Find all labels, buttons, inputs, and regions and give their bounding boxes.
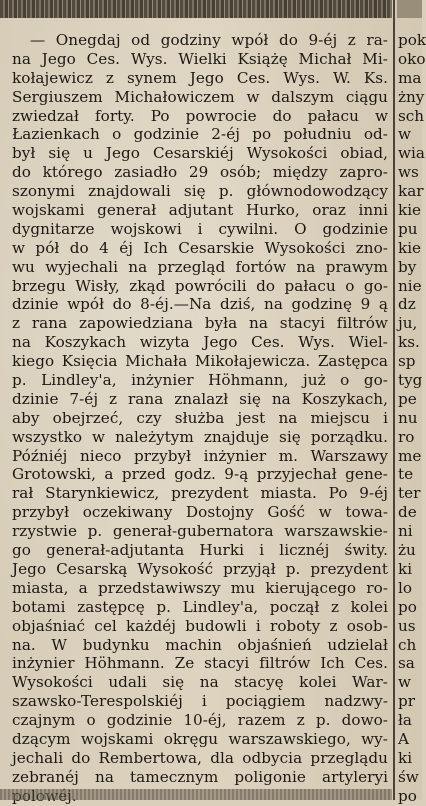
side-column-text-fragment: de xyxy=(398,503,417,522)
top-rule-right-segment xyxy=(397,0,422,18)
article-line: aby obejrzeć, czy służba jest na miejscu i xyxy=(12,408,388,427)
side-column-text-fragment: w xyxy=(398,673,411,692)
side-column-text-fragment: ch xyxy=(398,635,417,654)
side-column-text-fragment: us xyxy=(398,616,416,635)
article-line: jechali do Rembertowa, dla odbycia przeglądu xyxy=(12,748,388,767)
side-column-text-fragment: ju, xyxy=(398,314,418,333)
article-line: na. W budynku machin objaśnień udzielał xyxy=(12,635,388,654)
side-column-text-fragment: ter xyxy=(398,484,421,503)
article-line: przybył oczekiwany Dostojny Gość w towa- xyxy=(12,503,388,522)
article-line: z rana zapowiedziana była na stacyi filtrów xyxy=(12,314,388,333)
article-line: zebranéj na tamecznym poligonie artyleryi xyxy=(12,767,388,786)
article-line: w pół do 4 éj Ich Cesarskie Wysokości zno- xyxy=(12,238,388,257)
article-line: szonymi znajdowali się p. głównodowodzący xyxy=(12,182,388,201)
article-line: dzinie 7-éj z rana znalazł się na Koszykach, xyxy=(12,389,388,408)
side-column-text-fragment: ro xyxy=(398,427,415,446)
side-column-text-fragment: ni xyxy=(398,522,413,541)
side-column-text-fragment: te xyxy=(398,465,414,484)
article-line: — Onegdaj od godziny wpół do 9-éj z ra- xyxy=(30,31,388,49)
side-column-text-fragment: w xyxy=(398,125,411,144)
article-line: zwiedzał forty. Po powrocie do pałacu w xyxy=(12,106,388,125)
side-column-text-fragment: ks. xyxy=(398,333,420,352)
article-line: na Koszykach wizyta Jego Ces. Wys. Wiel- xyxy=(12,333,388,352)
side-column-text-fragment: dz xyxy=(398,295,416,314)
side-column-text-fragment: sp xyxy=(398,352,416,371)
article-line: p. Lindley'a, inżynier Höhmann, już o go- xyxy=(12,371,388,390)
news-article xyxy=(12,31,388,806)
side-column-text-fragment: pok xyxy=(398,31,426,49)
article-line: go generał-adjutanta Hurki i licznéj świty. xyxy=(12,541,388,560)
side-column-text-fragment: kar xyxy=(398,182,424,201)
side-column-text-fragment: sa xyxy=(398,654,415,673)
article-line: wojskami generał adjutant Hurko, oraz inni xyxy=(12,201,388,220)
side-column-text-fragment: sch xyxy=(398,106,425,125)
top-decorative-rule xyxy=(0,0,392,18)
side-column-text-fragment: żu xyxy=(398,541,416,560)
side-column-text-fragment: żny xyxy=(398,87,425,106)
article-line: kołajewicz z synem Jego Ces. Wys. W. Ks. xyxy=(12,68,388,87)
article-line: dzącym wojskami okręgu warszawskiego, wy- xyxy=(12,729,388,748)
side-column-text-fragment: kie xyxy=(398,238,422,257)
side-column-text-fragment: ws xyxy=(398,163,419,182)
article-line: kiego Księcia Michała Mikołajewicza. Zastępca xyxy=(12,352,388,371)
article-line: dzinie wpół do 8-éj.—Na dziś, na godzinę 9 ą xyxy=(12,295,388,314)
article-line: dygnitarze wojskowi i cywilni. O godzinie xyxy=(12,219,388,238)
side-column-text-fragment: wia xyxy=(398,144,425,163)
article-line: Sergiuszem Michałowiczem w dalszym ciągu xyxy=(12,87,388,106)
side-column-text-fragment: pr xyxy=(398,692,415,711)
side-column-text-fragment: kie xyxy=(398,201,422,220)
side-column-text-fragment: ma xyxy=(398,68,422,87)
article-line: rał Starynkiewicz, prezydent miasta. Po 9-éj xyxy=(12,484,388,503)
side-column-text-fragment: ki xyxy=(398,748,413,767)
article-line: czajnym o godzinie 10-éj, razem z p. dowo- xyxy=(12,711,388,730)
adjacent-column-fragment xyxy=(398,31,426,806)
side-column-text-fragment: tyg xyxy=(398,371,423,390)
side-column-text-fragment: by xyxy=(398,257,417,276)
article-line: wszystko w należytym znajduje się porządku. xyxy=(12,427,388,446)
article-line: do którego zasiadło 29 osób; między zapro- xyxy=(12,163,388,182)
side-column-text-fragment: lo xyxy=(398,578,413,597)
article-line: Łazienkach o godzinie 2-éj po południu od- xyxy=(12,125,388,144)
article-line: na Jego Ces. Wys. Wielki Książę Michał Mi- xyxy=(12,49,388,68)
article-line: botami zastępcę p. Lindley'a, począł z kolei xyxy=(12,597,388,616)
side-column-text-fragment: me xyxy=(398,446,422,465)
article-line: Wysokości udali się na stacyę kolei War- xyxy=(12,673,388,692)
article-line: wu wyjechali na przegląd fortów na prawym xyxy=(12,257,388,276)
article-line: był się u Jego Cesarskiéj Wysokości obiad, xyxy=(12,144,388,163)
side-column-text-fragment: po xyxy=(398,597,417,616)
article-line: objaśniać cel każdéj budowli i roboty z osob- xyxy=(12,616,388,635)
side-column-text-fragment: oko xyxy=(398,49,426,68)
side-column-text-fragment: A xyxy=(398,729,409,748)
article-line: rzystwie p. generał-gubernatora warszawskie- xyxy=(12,522,388,541)
side-column-text-fragment: pu xyxy=(398,219,418,238)
article-line: szawsko-Terespolskiéj i pociągiem nadzwy- xyxy=(12,692,388,711)
side-column-text-fragment: po xyxy=(398,786,417,805)
side-column-text-fragment: nu xyxy=(398,408,418,427)
column-divider xyxy=(393,0,395,800)
side-column-text-fragment: pe xyxy=(398,389,417,408)
article-line: miasta, a przedstawiwszy mu kierującego ro- xyxy=(12,578,388,597)
bottom-rule xyxy=(0,789,392,800)
article-line: Późniéj nieco przybył inżynier m. Warszawy xyxy=(12,446,388,465)
side-column-text-fragment: ki xyxy=(398,559,413,578)
article-line: inżynier Höhmann. Ze stacyi filtrów Ich Ces. xyxy=(12,654,388,673)
side-column-text-fragment: nie xyxy=(398,276,422,295)
side-column-text-fragment: ła xyxy=(398,711,412,730)
article-line: Grotowski, a przed godz. 9-ą przyjechał gene- xyxy=(12,465,388,484)
side-column-text-fragment: św xyxy=(398,767,419,786)
article-line: Jego Cesarską Wysokość przyjął p. prezydent xyxy=(12,559,388,578)
article-line: brzegu Wisły, zkąd powrócili do pałacu o go- xyxy=(12,276,388,295)
